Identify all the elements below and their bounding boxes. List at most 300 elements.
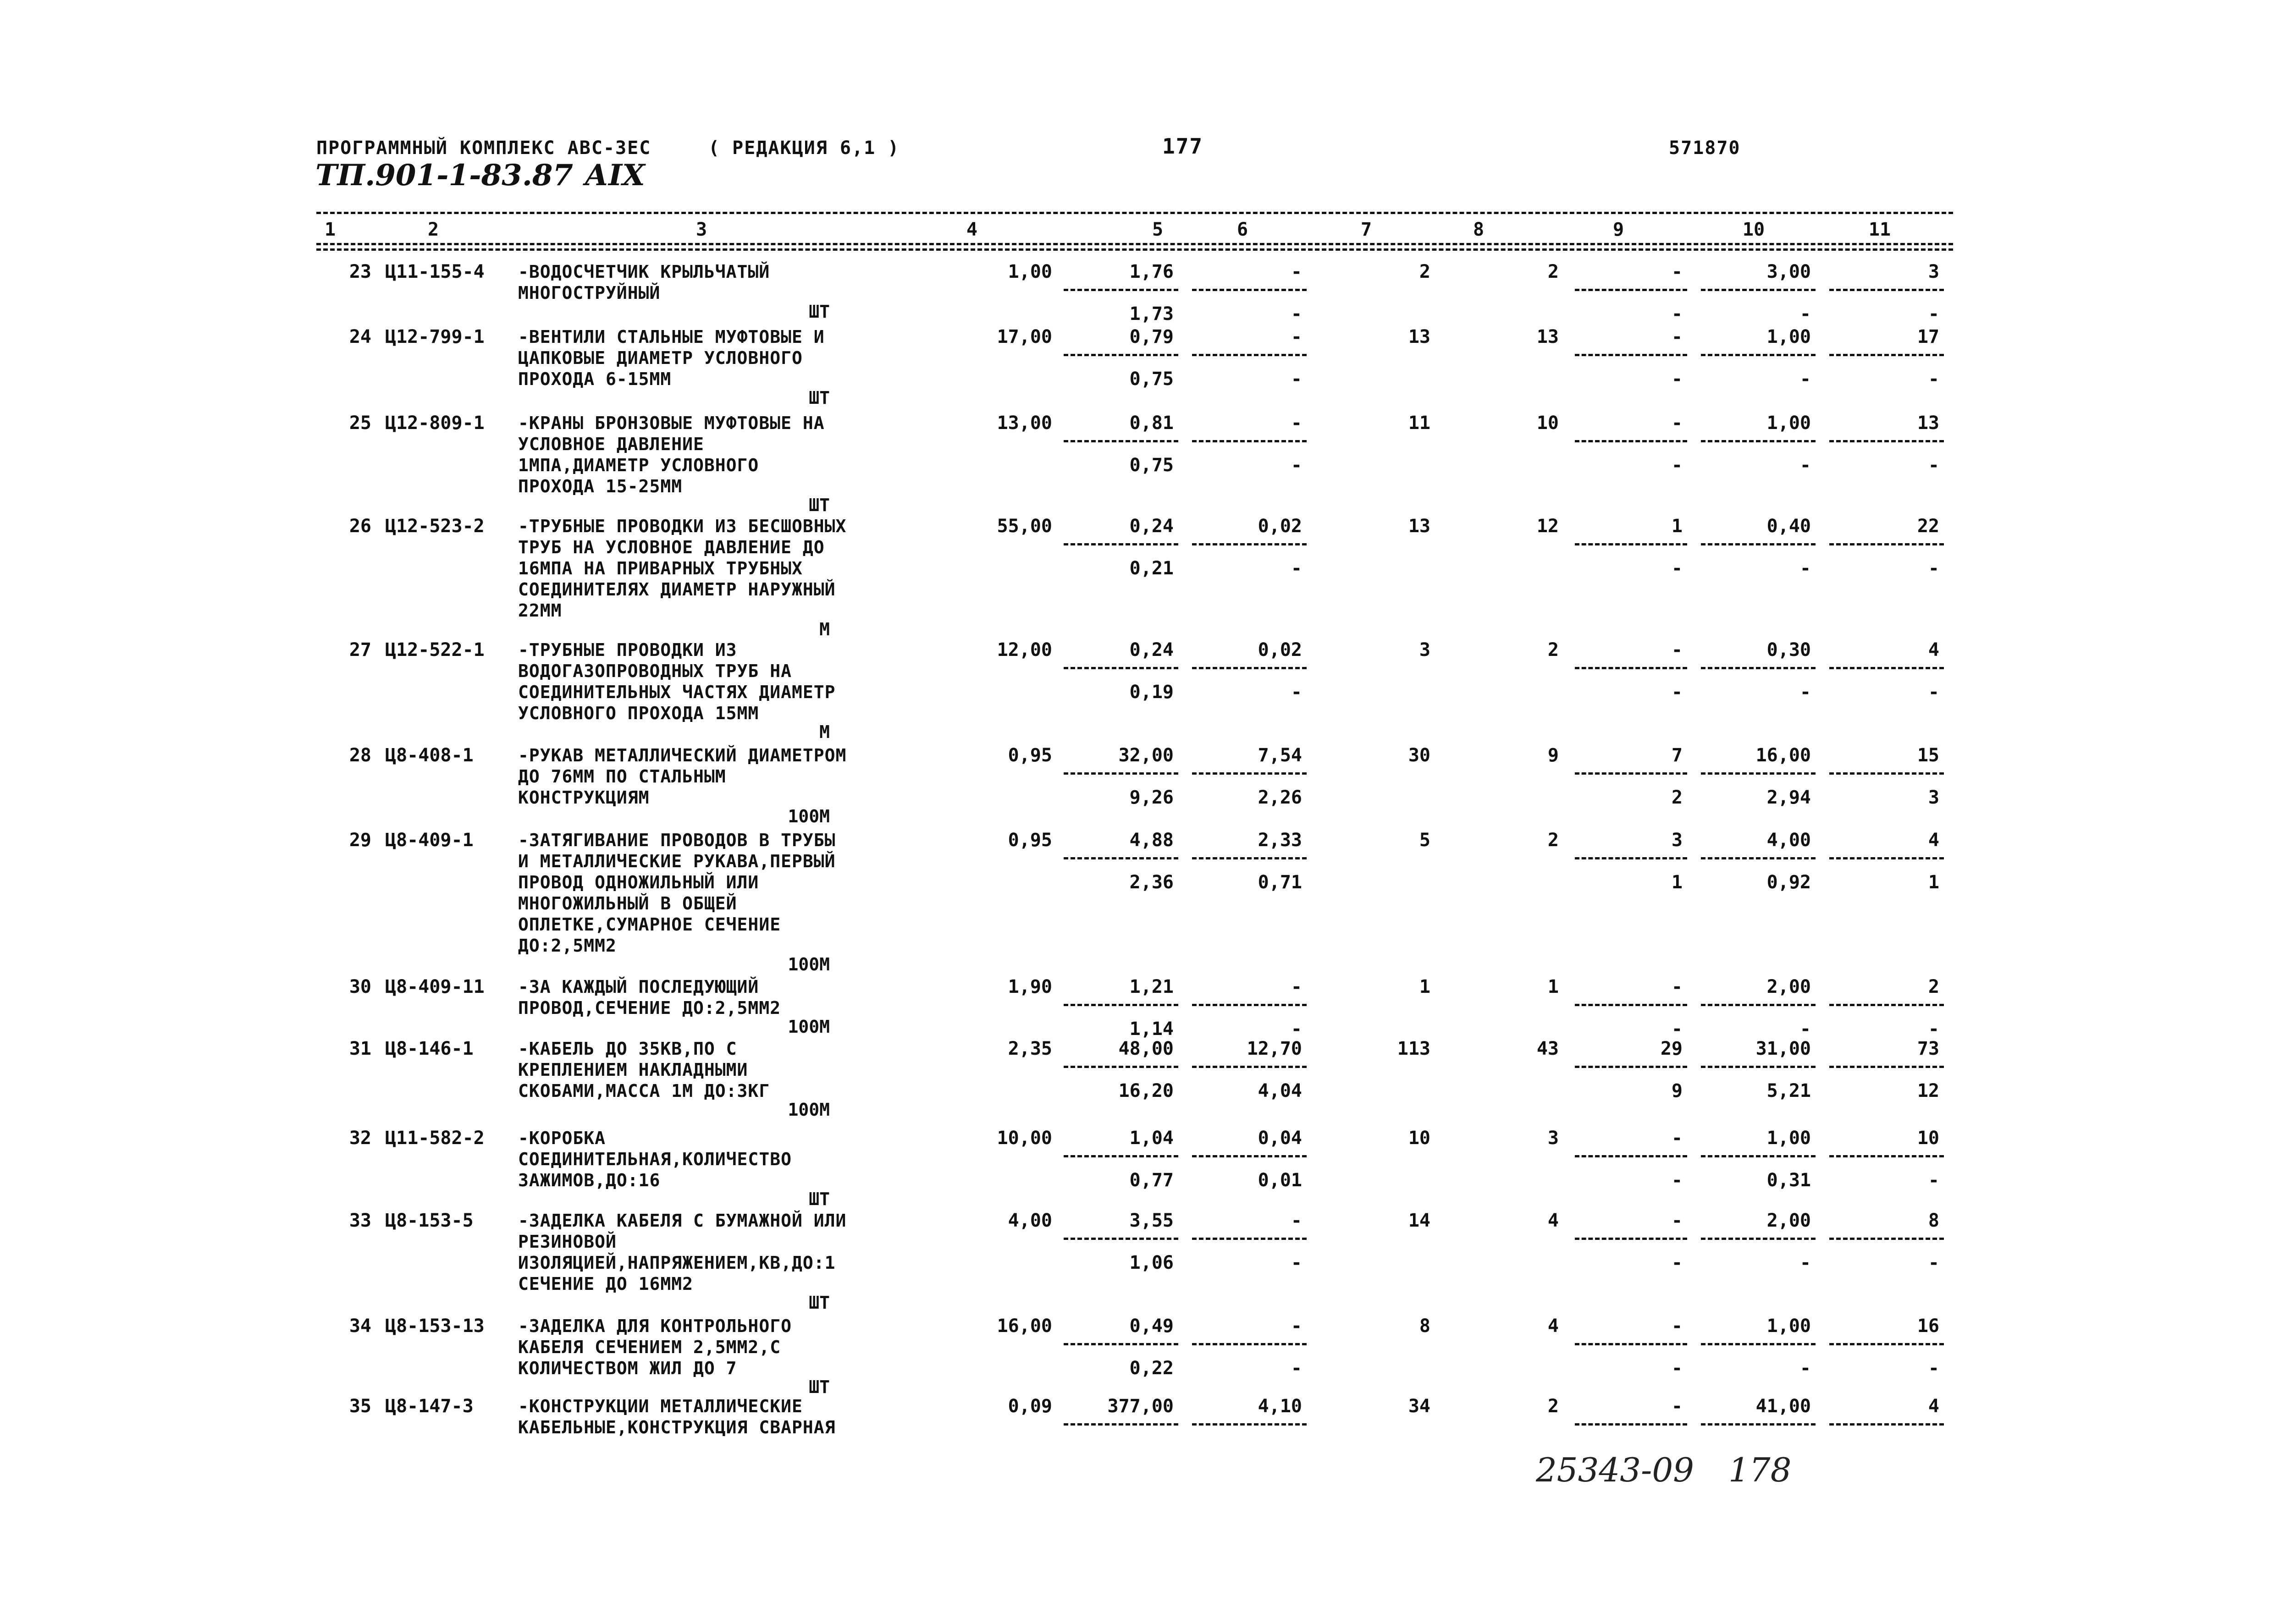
quantity: 10,00 xyxy=(997,1128,1052,1149)
labor-machinists-total: 1 xyxy=(1928,872,1939,893)
labor-machinists-unit: - xyxy=(1799,369,1811,390)
album-handwritten: АIX xyxy=(585,158,645,193)
labor-machinists-total: - xyxy=(1928,369,1939,390)
work-description-line: -ЗАДЕЛКА ДЛЯ КОНТРОЛЬНОГО xyxy=(518,1316,792,1336)
machine-wages-total: - xyxy=(1671,682,1683,703)
unit-wages: 0,21 xyxy=(1129,558,1174,579)
quantity: 0,95 xyxy=(1008,745,1052,766)
quantity: 55,00 xyxy=(997,516,1052,537)
labor-unit: 1,00 xyxy=(1766,413,1811,434)
unit-wages: 0,22 xyxy=(1129,1358,1174,1379)
rate-code: Ц12-522-1 xyxy=(385,639,485,661)
labor-unit: 41,00 xyxy=(1755,1396,1811,1417)
machine-total: 7 xyxy=(1671,745,1683,766)
unit-cost: 0,79 xyxy=(1129,326,1174,347)
machine-cost: - xyxy=(1291,976,1302,997)
labor-total: 17 xyxy=(1917,326,1939,347)
work-description-line: -КАБЕЛЬ ДО 35КВ,ПО С xyxy=(518,1039,737,1059)
work-description-line: ПРОХОДА 15-25ММ xyxy=(518,476,683,496)
unit-of-measure: 100М xyxy=(788,954,830,974)
machine-wages: - xyxy=(1291,455,1302,476)
work-description-line: ПРОВОД,СЕЧЕНИЕ ДО:2,5ММ2 xyxy=(518,998,781,1018)
value-separator xyxy=(1701,440,1816,442)
wages-total: 2 xyxy=(1547,639,1559,661)
column-header-3: 3 xyxy=(695,219,707,240)
row-number: 26 xyxy=(349,516,371,537)
unit-cost: 377,00 xyxy=(1107,1396,1174,1417)
value-separator xyxy=(1192,543,1307,545)
work-description-line: 1МПА,ДИАМЕТР УСЛОВНОГО xyxy=(518,455,759,475)
wages-total: 10 xyxy=(1536,413,1559,434)
rate-code: Ц8-153-13 xyxy=(385,1316,485,1337)
value-separator xyxy=(1064,857,1178,859)
work-description-line: СКОБАМИ,МАССА 1М ДО:3КГ xyxy=(518,1081,770,1101)
labor-machinists-unit: - xyxy=(1799,682,1811,703)
work-description-line: КАБЕЛЯ СЕЧЕНИЕМ 2,5ММ2,С xyxy=(518,1337,781,1357)
value-separator xyxy=(1064,1238,1178,1240)
machine-total: - xyxy=(1671,1210,1683,1231)
unit-of-measure: М xyxy=(819,619,830,639)
value-separator xyxy=(1829,354,1944,356)
unit-of-measure: ШТ xyxy=(809,1189,830,1209)
rate-code: Ц8-409-11 xyxy=(385,976,485,997)
value-separator xyxy=(1575,857,1687,859)
machine-wages-total: - xyxy=(1671,369,1683,390)
labor-total: 15 xyxy=(1917,745,1939,766)
wages-total: 3 xyxy=(1547,1128,1559,1149)
value-separator xyxy=(1064,440,1178,442)
value-separator xyxy=(1192,1066,1307,1068)
unit-cost: 1,21 xyxy=(1129,976,1174,997)
machine-cost: 4,10 xyxy=(1258,1396,1302,1417)
machine-cost: 12,70 xyxy=(1247,1038,1302,1059)
machine-wages: 0,71 xyxy=(1258,872,1302,893)
machine-wages-total: 9 xyxy=(1671,1080,1683,1101)
work-description-line: СОЕДИНИТЕЛЬНАЯ,КОЛИЧЕСТВО xyxy=(518,1149,792,1169)
machine-total: - xyxy=(1671,639,1683,661)
work-description-line: КАБЕЛЬНЫЕ,КОНСТРУКЦИЯ СВАРНАЯ xyxy=(518,1417,836,1437)
labor-machinists-unit: - xyxy=(1799,303,1811,325)
row-number: 29 xyxy=(349,830,371,851)
work-description-line: УСЛОВНОЕ ДАВЛЕНИЕ xyxy=(518,434,704,454)
wages-total: 2 xyxy=(1547,261,1559,282)
quantity: 2,35 xyxy=(1008,1038,1052,1059)
value-separator xyxy=(1575,1155,1687,1157)
work-description-line: СОЕДИНИТЕЛЬНЫХ ЧАСТЯХ ДИАМЕТР xyxy=(518,682,836,702)
labor-total: 16 xyxy=(1917,1316,1939,1337)
value-separator xyxy=(1575,543,1687,545)
page-number: 177 xyxy=(1162,134,1203,159)
machine-wages: 0,01 xyxy=(1258,1170,1302,1191)
value-separator xyxy=(1064,1004,1178,1006)
column-header-2: 2 xyxy=(427,219,439,240)
unit-of-measure: М xyxy=(819,722,830,742)
labor-total: 73 xyxy=(1917,1038,1939,1059)
total-cost: 113 xyxy=(1397,1038,1430,1059)
unit-of-measure: ШТ xyxy=(809,1293,830,1313)
value-separator xyxy=(1192,667,1307,669)
work-description-line: -ВЕНТИЛИ СТАЛЬНЫЕ МУФТОВЫЕ И xyxy=(518,327,825,347)
labor-machinists-unit: - xyxy=(1799,1358,1811,1379)
value-separator xyxy=(1192,440,1307,442)
labor-unit: 31,00 xyxy=(1755,1038,1811,1059)
labor-unit: 3,00 xyxy=(1766,261,1811,282)
unit-wages: 0,77 xyxy=(1129,1170,1174,1191)
value-separator xyxy=(1064,772,1178,775)
column-header-7: 7 xyxy=(1360,219,1372,240)
value-separator xyxy=(1701,857,1816,859)
quantity: 1,90 xyxy=(1008,976,1052,997)
wages-total: 13 xyxy=(1536,326,1559,347)
total-cost: 14 xyxy=(1408,1210,1430,1231)
machine-wages-total: 2 xyxy=(1671,787,1683,808)
wages-total: 12 xyxy=(1536,516,1559,537)
labor-total: 22 xyxy=(1917,516,1939,537)
labor-machinists-unit: 0,92 xyxy=(1766,872,1811,893)
unit-of-measure: ШТ xyxy=(809,1377,830,1397)
work-description-line: СОЕДИНИТЕЛЯХ ДИАМЕТР НАРУЖНЫЙ xyxy=(518,579,836,600)
unit-cost: 1,04 xyxy=(1129,1128,1174,1149)
quantity: 16,00 xyxy=(997,1316,1052,1337)
labor-unit: 1,00 xyxy=(1766,1128,1811,1149)
value-separator xyxy=(1829,667,1944,669)
work-description-line: ОПЛЕТКЕ,СУМАРНОЕ СЕЧЕНИЕ xyxy=(518,914,781,935)
machine-wages: - xyxy=(1291,1358,1302,1379)
unit-wages: 0,75 xyxy=(1129,455,1174,476)
machine-wages-total: - xyxy=(1671,303,1683,325)
labor-unit: 2,00 xyxy=(1766,976,1811,997)
labor-unit: 2,00 xyxy=(1766,1210,1811,1231)
value-separator xyxy=(1192,1004,1307,1006)
machine-total: - xyxy=(1671,1396,1683,1417)
total-cost: 11 xyxy=(1408,413,1430,434)
value-separator xyxy=(1829,1343,1944,1345)
total-cost: 1 xyxy=(1419,976,1430,997)
machine-wages: - xyxy=(1291,369,1302,390)
value-separator xyxy=(1701,772,1816,775)
unit-wages: 1,14 xyxy=(1129,1018,1174,1040)
machine-cost: 2,33 xyxy=(1258,830,1302,851)
value-separator xyxy=(1575,667,1687,669)
wages-total: 4 xyxy=(1547,1210,1559,1231)
unit-cost: 1,76 xyxy=(1129,261,1174,282)
unit-of-measure: 100М xyxy=(788,1100,830,1120)
labor-total: 4 xyxy=(1928,639,1939,661)
value-separator xyxy=(1575,1423,1687,1426)
work-description-line: МНОГОЖИЛЬНЫЙ В ОБЩЕЙ xyxy=(518,893,737,914)
labor-machinists-unit: 0,31 xyxy=(1766,1170,1811,1191)
value-separator xyxy=(1192,1155,1307,1157)
value-separator xyxy=(1701,289,1816,291)
value-separator xyxy=(1575,1066,1687,1068)
row-number: 28 xyxy=(349,745,371,766)
row-number: 23 xyxy=(349,261,371,282)
labor-machinists-unit: - xyxy=(1799,558,1811,579)
unit-of-measure: ШТ xyxy=(809,495,830,515)
machine-total: - xyxy=(1671,261,1683,282)
value-separator xyxy=(1064,1066,1178,1068)
total-cost: 2 xyxy=(1419,261,1430,282)
row-number: 31 xyxy=(349,1038,371,1059)
value-separator xyxy=(1192,354,1307,356)
value-separator xyxy=(1829,1423,1944,1426)
header-top-rule xyxy=(316,212,1953,214)
work-description-line: КОНСТРУКЦИЯМ xyxy=(518,787,650,808)
work-description-line: -ЗА КАЖДЫЙ ПОСЛЕДУЮЩИЙ xyxy=(518,977,759,997)
value-separator xyxy=(1575,1238,1687,1240)
unit-cost: 0,81 xyxy=(1129,413,1174,434)
work-description-line: -КРАНЫ БРОНЗОВЫЕ МУФТОВЫЕ НА xyxy=(518,413,825,433)
unit-of-measure: 100М xyxy=(788,806,830,826)
value-separator xyxy=(1701,1004,1816,1006)
work-description-line: ДО 76ММ ПО СТАЛЬНЫМ xyxy=(518,766,726,787)
machine-wages-total: 1 xyxy=(1671,872,1683,893)
work-description-line: ИЗОЛЯЦИЕЙ,НАПРЯЖЕНИЕМ,КВ,ДО:1 xyxy=(518,1253,836,1273)
quantity: 1,00 xyxy=(1008,261,1052,282)
row-number: 30 xyxy=(349,976,371,997)
wages-total: 2 xyxy=(1547,1396,1559,1417)
machine-wages: - xyxy=(1291,682,1302,703)
work-description-line: ЗАЖИМОВ,ДО:16 xyxy=(518,1170,661,1190)
machine-total: - xyxy=(1671,1128,1683,1149)
machine-wages: - xyxy=(1291,1018,1302,1040)
value-separator xyxy=(1192,1343,1307,1345)
row-number: 27 xyxy=(349,639,371,661)
rate-code: Ц12-809-1 xyxy=(385,413,485,434)
value-separator xyxy=(1829,440,1944,442)
unit-wages: 0,75 xyxy=(1129,369,1174,390)
work-description-line: И МЕТАЛЛИЧЕСКИЕ РУКАВА,ПЕРВЫЙ xyxy=(518,851,836,871)
unit-cost: 0,49 xyxy=(1129,1316,1174,1337)
column-header-8: 8 xyxy=(1473,219,1485,240)
labor-machinists-total: - xyxy=(1928,303,1939,325)
value-separator xyxy=(1701,1155,1816,1157)
machine-cost: - xyxy=(1291,1316,1302,1337)
row-number: 25 xyxy=(349,413,371,434)
column-header-11: 11 xyxy=(1868,219,1891,240)
machine-cost: 0,04 xyxy=(1258,1128,1302,1149)
labor-machinists-total: - xyxy=(1928,682,1939,703)
work-description-line: -ВОДОСЧЕТЧИК КРЫЛЬЧАТЫЙ xyxy=(518,262,770,282)
machine-cost: 0,02 xyxy=(1258,639,1302,661)
machine-wages: 2,26 xyxy=(1258,787,1302,808)
rate-code: Ц8-409-1 xyxy=(385,830,474,851)
header-bottom-rule xyxy=(316,243,1953,245)
value-separator xyxy=(1192,1238,1307,1240)
rate-code: Ц11-155-4 xyxy=(385,261,485,282)
work-description-line: МНОГОСТРУЙНЫЙ xyxy=(518,283,661,303)
value-separator xyxy=(1192,857,1307,859)
wages-total: 2 xyxy=(1547,830,1559,851)
wages-total: 1 xyxy=(1547,976,1559,997)
work-description-line: УСЛОВНОГО ПРОХОДА 15ММ xyxy=(518,703,759,723)
work-description-line: ТРУБ НА УСЛОВНОЕ ДАВЛЕНИЕ ДО xyxy=(518,537,825,557)
unit-cost: 4,88 xyxy=(1129,830,1174,851)
work-description-line: ВОДОГАЗОПРОВОДНЫХ ТРУБ НА xyxy=(518,661,792,681)
value-separator xyxy=(1829,1004,1944,1006)
rate-code: Ц12-523-2 xyxy=(385,516,485,537)
project-number-handwritten: ТП.901-1-83.87 xyxy=(315,158,574,193)
work-description-line: РЕЗИНОВОЙ xyxy=(518,1232,617,1252)
rate-code: Ц8-146-1 xyxy=(385,1038,474,1059)
value-separator xyxy=(1829,1238,1944,1240)
column-header-9: 9 xyxy=(1612,219,1624,240)
work-description-line: -ЗАТЯГИВАНИЕ ПРОВОДОВ В ТРУБЫ xyxy=(518,830,836,850)
value-separator xyxy=(1192,289,1307,291)
machine-wages-total: - xyxy=(1671,1252,1683,1273)
quantity: 13,00 xyxy=(997,413,1052,434)
header-bottom-rule-2 xyxy=(316,248,1953,251)
work-description-line: 16МПА НА ПРИВАРНЫХ ТРУБНЫХ xyxy=(518,558,803,578)
machine-wages: - xyxy=(1291,558,1302,579)
rate-code: Ц8-147-3 xyxy=(385,1396,474,1417)
value-separator xyxy=(1829,543,1944,545)
labor-total: 13 xyxy=(1917,413,1939,434)
value-separator xyxy=(1575,354,1687,356)
value-separator xyxy=(1829,289,1944,291)
value-separator xyxy=(1701,667,1816,669)
total-cost: 5 xyxy=(1419,830,1430,851)
machine-wages-total: - xyxy=(1671,1170,1683,1191)
labor-machinists-unit: 5,21 xyxy=(1766,1080,1811,1101)
labor-machinists-total: - xyxy=(1928,455,1939,476)
unit-of-measure: ШТ xyxy=(809,302,830,322)
unit-cost: 48,00 xyxy=(1118,1038,1174,1059)
wages-total: 4 xyxy=(1547,1316,1559,1337)
quantity: 4,00 xyxy=(1008,1210,1052,1231)
work-description-line: КОЛИЧЕСТВОМ ЖИЛ ДО 7 xyxy=(518,1358,737,1378)
value-separator xyxy=(1575,289,1687,291)
labor-unit: 1,00 xyxy=(1766,1316,1811,1337)
unit-cost: 32,00 xyxy=(1118,745,1174,766)
machine-total: 29 xyxy=(1660,1038,1683,1059)
value-separator xyxy=(1575,1004,1687,1006)
column-header-4: 4 xyxy=(966,219,978,240)
value-separator xyxy=(1701,354,1816,356)
labor-unit: 0,40 xyxy=(1766,516,1811,537)
work-description-line: КРЕПЛЕНИЕМ НАКЛАДНЫМИ xyxy=(518,1060,748,1080)
unit-cost: 0,24 xyxy=(1129,516,1174,537)
value-separator xyxy=(1701,1238,1816,1240)
machine-total: 3 xyxy=(1671,830,1683,851)
value-separator xyxy=(1701,1066,1816,1068)
labor-machinists-unit: - xyxy=(1799,455,1811,476)
unit-cost: 3,55 xyxy=(1129,1210,1174,1231)
labor-machinists-total: - xyxy=(1928,1170,1939,1191)
value-separator xyxy=(1064,289,1178,291)
rate-code: Ц11-582-2 xyxy=(385,1128,485,1149)
value-separator xyxy=(1192,772,1307,775)
unit-wages: 16,20 xyxy=(1118,1080,1174,1101)
machine-wages-total: - xyxy=(1671,455,1683,476)
value-separator xyxy=(1064,543,1178,545)
value-separator xyxy=(1701,1343,1816,1345)
total-cost: 34 xyxy=(1408,1396,1430,1417)
program-title: ПРОГРАММНЫЙ КОМПЛЕКС АВС-ЗЕС xyxy=(316,138,651,159)
work-description-line: ПРОВОД ОДНОЖИЛЬНЫЙ ИЛИ xyxy=(518,872,759,892)
document-code: 571870 xyxy=(1669,138,1741,159)
work-description-line: -КОНСТРУКЦИИ МЕТАЛЛИЧЕСКИЕ xyxy=(518,1396,803,1416)
quantity: 12,00 xyxy=(997,639,1052,661)
work-description-line: -РУКАВ МЕТАЛЛИЧЕСКИЙ ДИАМЕТРОМ xyxy=(518,745,847,765)
labor-total: 2 xyxy=(1928,976,1939,997)
machine-wages-total: - xyxy=(1671,1358,1683,1379)
wages-total: 9 xyxy=(1547,745,1559,766)
quantity: 17,00 xyxy=(997,326,1052,347)
total-cost: 13 xyxy=(1408,516,1430,537)
column-header-6: 6 xyxy=(1236,219,1248,240)
handwritten-page-number: 178 xyxy=(1728,1451,1792,1489)
machine-total: 1 xyxy=(1671,516,1683,537)
labor-machinists-unit: - xyxy=(1799,1018,1811,1040)
labor-machinists-unit: 2,94 xyxy=(1766,787,1811,808)
value-separator xyxy=(1701,543,1816,545)
machine-cost: - xyxy=(1291,261,1302,282)
wages-total: 43 xyxy=(1536,1038,1559,1059)
labor-total: 4 xyxy=(1928,1396,1939,1417)
labor-total: 8 xyxy=(1928,1210,1939,1231)
labor-machinists-total: - xyxy=(1928,558,1939,579)
value-separator xyxy=(1701,1423,1816,1426)
labor-unit: 4,00 xyxy=(1766,830,1811,851)
rate-code: Ц8-408-1 xyxy=(385,745,474,766)
labor-machinists-unit: - xyxy=(1799,1252,1811,1273)
value-separator xyxy=(1064,667,1178,669)
value-separator xyxy=(1575,440,1687,442)
quantity: 0,09 xyxy=(1008,1396,1052,1417)
column-header-5: 5 xyxy=(1152,219,1164,240)
value-separator xyxy=(1192,1423,1307,1426)
total-cost: 8 xyxy=(1419,1316,1430,1337)
unit-cost: 0,24 xyxy=(1129,639,1174,661)
work-description-line: 22ММ xyxy=(518,600,562,621)
handwritten-registration-number: 25343-09 xyxy=(1536,1451,1694,1489)
work-description-line: ЦАПКОВЫЕ ДИАМЕТР УСЛОВНОГО xyxy=(518,348,803,368)
value-separator xyxy=(1064,1343,1178,1345)
row-number: 34 xyxy=(349,1316,371,1337)
labor-total: 10 xyxy=(1917,1128,1939,1149)
labor-machinists-total: 12 xyxy=(1917,1080,1939,1101)
rate-code: Ц8-153-5 xyxy=(385,1210,474,1231)
total-cost: 3 xyxy=(1419,639,1430,661)
labor-unit: 1,00 xyxy=(1766,326,1811,347)
value-separator xyxy=(1064,1155,1178,1157)
machine-cost: 7,54 xyxy=(1258,745,1302,766)
labor-total: 4 xyxy=(1928,830,1939,851)
machine-wages-total: - xyxy=(1671,1018,1683,1040)
machine-total: - xyxy=(1671,413,1683,434)
unit-wages: 2,36 xyxy=(1129,872,1174,893)
unit-wages: 9,26 xyxy=(1129,787,1174,808)
row-number: 33 xyxy=(349,1210,371,1231)
labor-machinists-total: - xyxy=(1928,1018,1939,1040)
value-separator xyxy=(1829,1155,1944,1157)
row-number: 35 xyxy=(349,1396,371,1417)
total-cost: 30 xyxy=(1408,745,1430,766)
unit-of-measure: ШТ xyxy=(809,388,830,408)
value-separator xyxy=(1829,772,1944,775)
unit-wages: 0,19 xyxy=(1129,682,1174,703)
value-separator xyxy=(1829,857,1944,859)
unit-wages: 1,73 xyxy=(1129,303,1174,325)
machine-wages: - xyxy=(1291,1252,1302,1273)
value-separator xyxy=(1064,1423,1178,1426)
machine-wages-total: - xyxy=(1671,558,1683,579)
machine-cost: - xyxy=(1291,1210,1302,1231)
column-header-1: 1 xyxy=(324,219,336,240)
machine-total: - xyxy=(1671,976,1683,997)
work-description-line: ПРОХОДА 6-15ММ xyxy=(518,369,672,389)
